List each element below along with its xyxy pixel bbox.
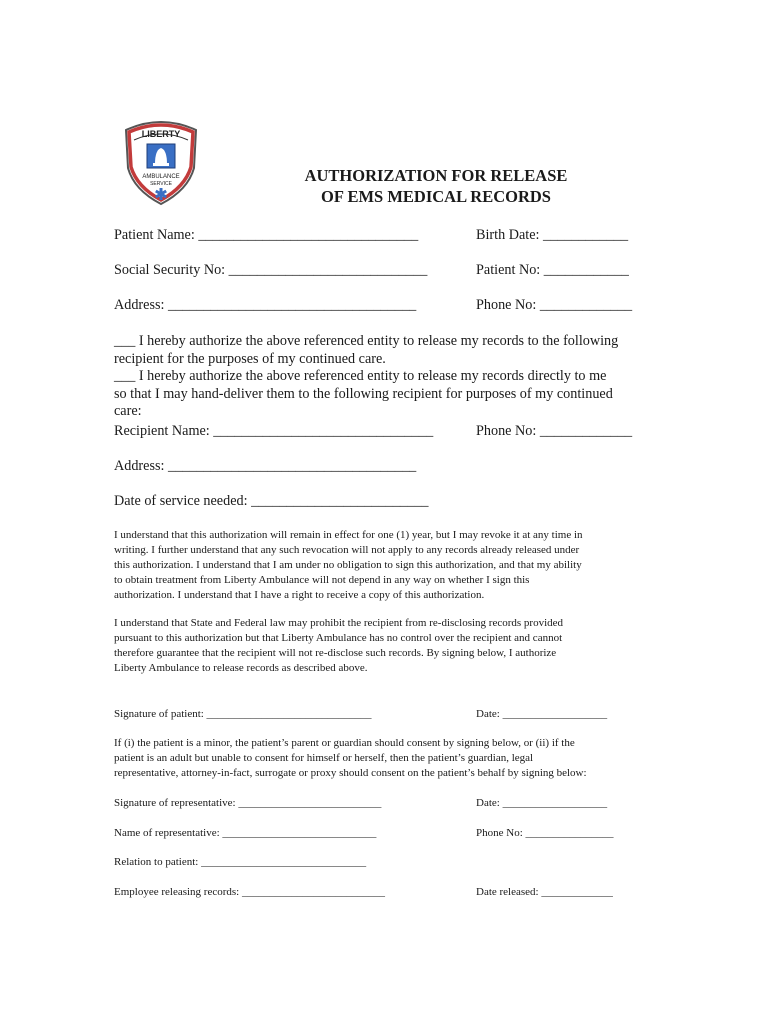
redisclosure-paragraph bbox=[114, 616, 659, 676]
paragraph-line: to obtain treatment from Liberty Ambulance will not depend in any way on whether I sign this bbox=[114, 574, 530, 586]
authorization-option-2-line: so that I may hand-deliver them to the following recipient for purposes of my continued bbox=[114, 385, 613, 402]
recipient-address-row bbox=[114, 457, 659, 475]
authorization-option-2-line[interactable]: ___ I hereby authorize the above referenced entity to release my records directly to me bbox=[114, 368, 607, 384]
form-title bbox=[236, 165, 636, 207]
employee-releasing-field[interactable]: Employee releasing records: __________________________ bbox=[114, 886, 385, 898]
date-released-field[interactable]: Date released: _____________ bbox=[476, 886, 613, 898]
title-line-1: AUTHORIZATION FOR RELEASE bbox=[304, 166, 568, 185]
recipient-address-field[interactable]: Address: ___________________________________ bbox=[114, 458, 417, 474]
svg-text:SERVICE: SERVICE bbox=[150, 181, 172, 187]
representative-name-row bbox=[114, 826, 659, 840]
representative-signature-row bbox=[114, 796, 659, 810]
representative-signature-field[interactable]: Signature of representative: __________________________ bbox=[114, 797, 382, 809]
revocation-paragraph bbox=[114, 528, 659, 603]
representative-date-field[interactable]: Date: ___________________ bbox=[476, 797, 608, 809]
recipient-row bbox=[114, 422, 659, 440]
patient-signature-field[interactable]: Signature of patient: ______________________________ bbox=[114, 708, 372, 720]
authorization-option-1-line: recipient for the purposes of my continued care. bbox=[114, 350, 386, 367]
paragraph-line: patient is an adult but unable to consent for himself or herself, then the patient’s guardian, legal bbox=[114, 752, 534, 764]
date-of-service-field[interactable]: Date of service needed: _________________________ bbox=[114, 493, 429, 509]
svg-text:LIBERTY: LIBERTY bbox=[141, 129, 181, 139]
ssn-field[interactable]: Social Security No: ____________________________ bbox=[114, 262, 428, 278]
paragraph-line: If (i) the patient is a minor, the patient’s parent or guardian should consent by signing below, or (ii) if the bbox=[114, 737, 575, 749]
patient-no-field[interactable]: Patient No: ____________ bbox=[476, 262, 629, 278]
patient-info-row-2 bbox=[114, 261, 659, 279]
recipient-name-field[interactable]: Recipient Name: _______________________________ bbox=[114, 423, 434, 439]
paragraph-line: therefore guarantee that the recipient will not re-disclose such records. By signing below, I authorize bbox=[114, 647, 557, 659]
relation-row bbox=[114, 855, 659, 869]
paragraph-line: I understand that this authorization will remain in effect for one (1) year, but I may revoke it at any time in bbox=[114, 529, 583, 541]
paragraph-line: authorization. I understand that I have a right to receive a copy of this authorization. bbox=[114, 589, 485, 601]
representative-phone-field[interactable]: Phone No: ________________ bbox=[476, 827, 614, 839]
authorization-option-2-line: care: bbox=[114, 403, 142, 419]
liberty-ambulance-logo bbox=[122, 116, 200, 206]
paragraph-line: writing. I further understand that any such revocation will not apply to any records already released under bbox=[114, 544, 580, 556]
representative-paragraph bbox=[114, 736, 659, 781]
paragraph-line: pursuant to this authorization but that Liberty Ambulance has no control over the recipient and cannot bbox=[114, 632, 563, 644]
relation-to-patient-field[interactable]: Relation to patient: ______________________________ bbox=[114, 856, 367, 868]
recipient-phone-field[interactable]: Phone No: _____________ bbox=[476, 423, 633, 439]
title-line-2: OF EMS MEDICAL RECORDS bbox=[321, 187, 551, 206]
authorization-options bbox=[114, 333, 659, 421]
patient-date-field[interactable]: Date: ___________________ bbox=[476, 708, 608, 720]
paragraph-line: I understand that State and Federal law may prohibit the recipient from re-disclosing records provided bbox=[114, 617, 564, 629]
svg-text:AMBULANCE: AMBULANCE bbox=[142, 174, 180, 180]
patient-info-row-3 bbox=[114, 296, 659, 314]
service-date-row bbox=[114, 492, 659, 510]
patient-info-row-1 bbox=[114, 226, 659, 244]
paragraph-line: representative, attorney-in-fact, surrogate or proxy should consent on the patient’s behalf by signing below: bbox=[114, 767, 587, 779]
authorization-option-1-line[interactable]: ___ I hereby authorize the above referenced entity to release my records to the following bbox=[114, 333, 619, 349]
representative-name-field[interactable]: Name of representative: ____________________________ bbox=[114, 827, 377, 839]
phone-field[interactable]: Phone No: _____________ bbox=[476, 297, 633, 313]
birth-date-field[interactable]: Birth Date: ____________ bbox=[476, 227, 629, 243]
paragraph-line: Liberty Ambulance to release records as described above. bbox=[114, 662, 368, 674]
patient-signature-row bbox=[114, 707, 659, 721]
employee-row bbox=[114, 885, 659, 899]
paragraph-line: this authorization. I understand that I am under no obligation to sign this authorization, and that my ability bbox=[114, 559, 582, 571]
patient-name-field[interactable]: Patient Name: _______________________________ bbox=[114, 227, 419, 243]
address-field[interactable]: Address: ___________________________________ bbox=[114, 297, 417, 313]
